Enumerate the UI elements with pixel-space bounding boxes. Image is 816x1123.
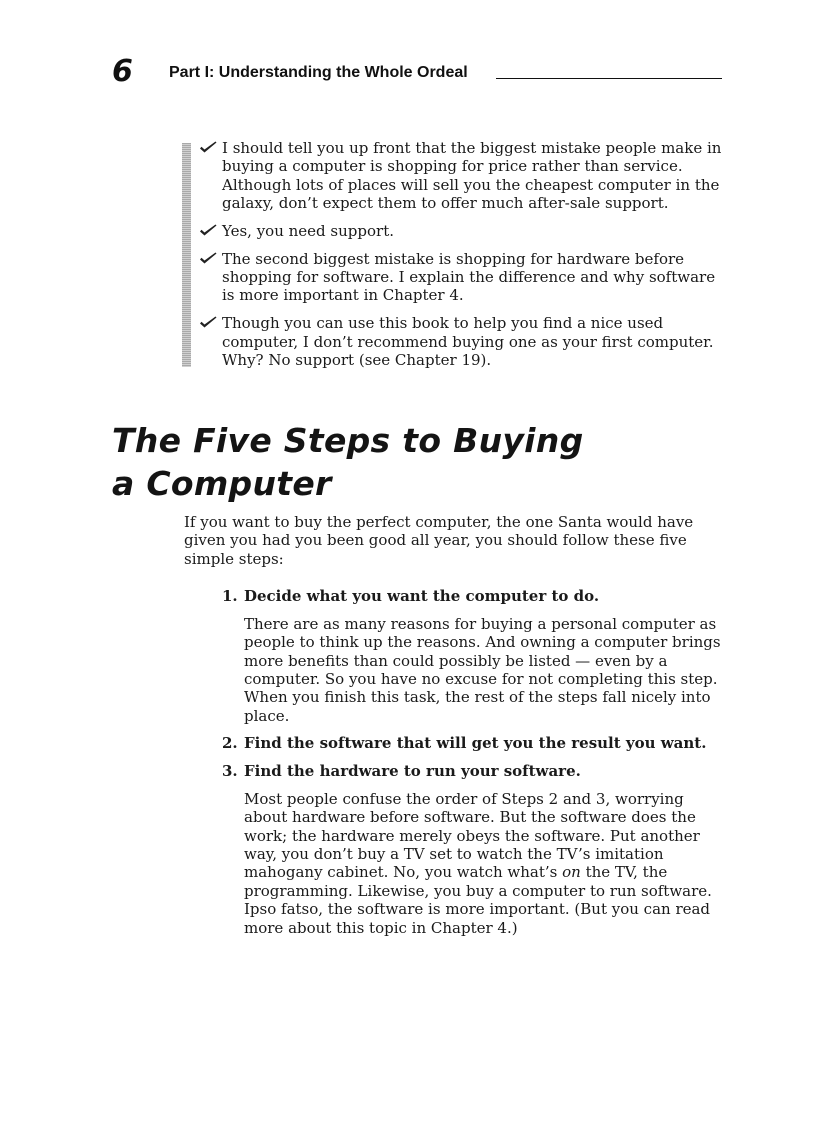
intro-paragraph: If you want to buy the perfect computer, the one Santa would have given you had you been good all year, you should follow these five simple steps: — [184, 513, 694, 568]
step-body-emphasis: on — [562, 863, 581, 882]
header-rule — [496, 78, 722, 79]
step-number: 2. — [222, 734, 238, 753]
step-item — [222, 734, 722, 752]
step-body: There are as many reasons for buying a personal computer as people to think up the reasons. And owning a computer brings more benefits than could possibly be listed — even by a computer. So you have no excuse for not completing this step. When you finish this task, the rest of the steps fall nicely into place. — [244, 614, 721, 725]
step-title: Find the hardware to run your software. — [244, 762, 581, 781]
bullet-list — [182, 139, 727, 369]
step-number: 3. — [222, 762, 238, 781]
running-header — [112, 56, 722, 88]
step-number: 1. — [222, 587, 238, 605]
shaded-sidebar — [182, 143, 191, 367]
list-item — [199, 250, 722, 305]
step-title: Decide what you want the computer to do. — [244, 587, 600, 605]
step-body-text: Most people confuse the order of Steps 2 and 3, worrying about hardware before software. But the software does the work; the hardware merely obeys the software. Put another way, you don’t buy a TV set to watch the TV’s imitation mahogany cabinet. No, you watch what’s — [244, 789, 700, 882]
bullet-text: The second biggest mistake is shopping for hardware before shopping for software. I explain the difference and why software is more important in Chapter 4. — [222, 249, 716, 305]
checkmark-icon — [199, 252, 218, 265]
list-item — [199, 314, 722, 369]
checkmark-icon — [199, 141, 218, 154]
list-item — [199, 139, 722, 213]
step-item — [222, 587, 722, 725]
checkmark-icon — [199, 316, 218, 329]
section-heading — [112, 419, 712, 505]
step-body-text: the TV, the programming. Likewise, you buy a computer to run software. Ipso fatso, the software is more important. (But you can read more about this topic in Chapter 4.) — [244, 863, 712, 937]
section-heading-line1: The Five Steps to Buying — [112, 421, 584, 460]
step-body — [244, 790, 722, 937]
page-number: 6 — [112, 54, 133, 89]
bullet-text: Though you can use this book to help you find a nice used computer, I don’t recommend buying one as your first computer. Why? No support (see Chapter 19). — [222, 314, 714, 369]
section-heading-line2: a Computer — [112, 464, 332, 503]
list-item — [199, 222, 722, 240]
bullet-list-block — [182, 139, 727, 369]
step-title: Find the software that will get you the result you want. — [244, 734, 707, 753]
checkmark-icon — [199, 224, 218, 237]
step-item — [222, 762, 722, 937]
steps-list — [222, 587, 722, 946]
running-title: Part I: Understanding the Whole Ordeal — [169, 64, 468, 81]
bullet-text: Yes, you need support. — [222, 221, 394, 240]
bullet-text: I should tell you up front that the biggest mistake people make in buying a computer is shopping for price rather than service. Although lots of places will sell you the cheapest computer in the galaxy, don’t expect them to offer much after-sale support. — [222, 139, 722, 213]
